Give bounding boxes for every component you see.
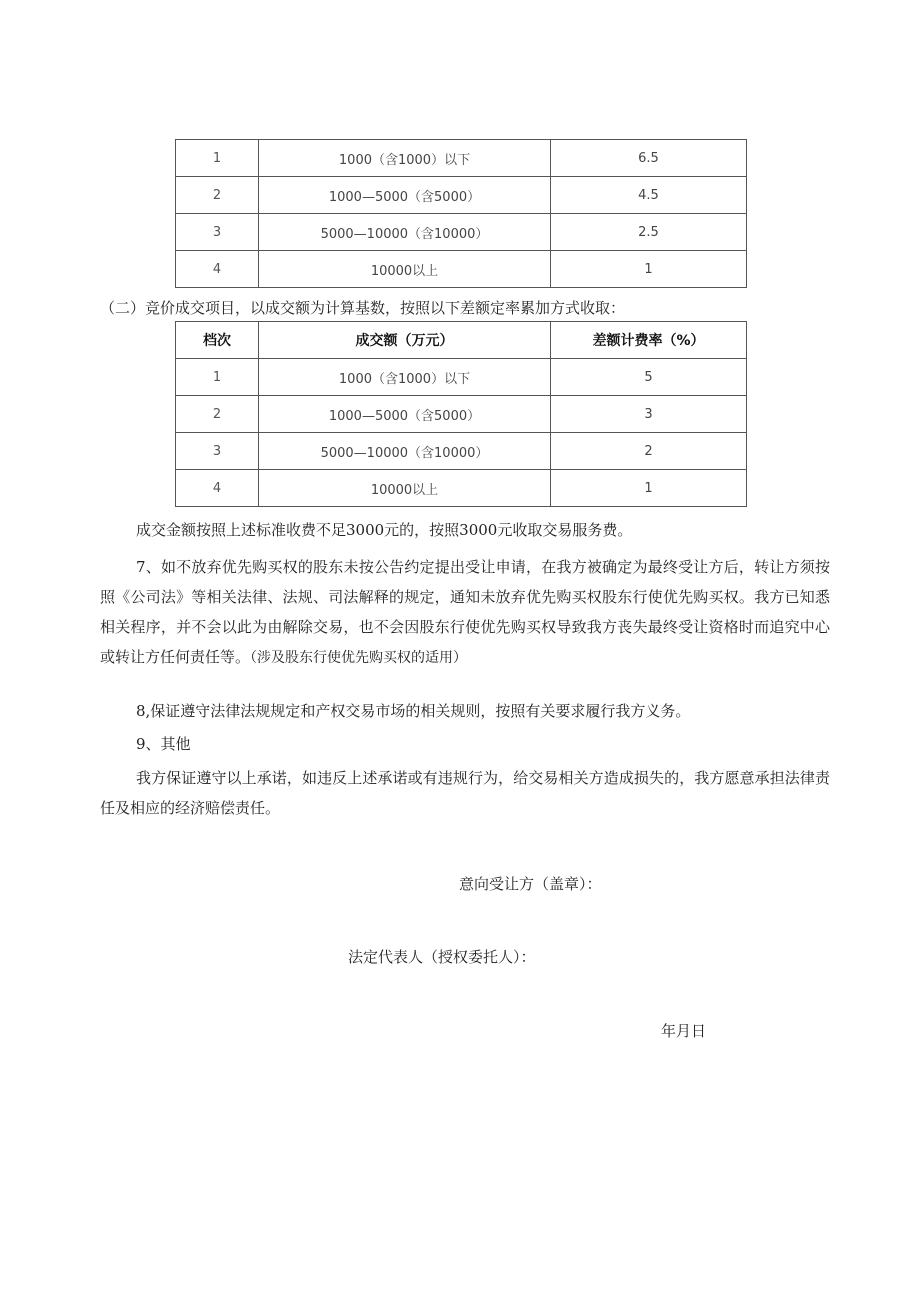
- clause-9: 9、其他: [136, 735, 191, 753]
- amount-cell: 1000—5000（含5000）: [259, 396, 551, 433]
- clause-7: [100, 552, 830, 673]
- section-2-heading: （二）竞价成交项目，以成交额为计算基数，按照以下差额定率累加方式收取：: [100, 299, 626, 317]
- clause-7-note: （涉及股东行使优先购买权的适用）: [250, 650, 468, 666]
- tier-cell: 1: [176, 359, 259, 396]
- rate-cell: 1: [551, 251, 747, 288]
- rate-cell: 6.5: [551, 140, 747, 177]
- min-fee-note: 成交金额按照上述标准收费不足3000元的，按照3000元收取交易服务费。: [136, 521, 633, 539]
- rate-cell: 2: [551, 433, 747, 470]
- tier-cell: 4: [176, 470, 259, 507]
- tier-cell: 2: [176, 177, 259, 214]
- legal-representative-line: 法定代表人（授权委托人）：: [348, 948, 536, 966]
- clause-8: 8,保证遵守法律法规规定和产权交易市场的相关规则，按照有关要求履行我方义务。: [136, 702, 691, 720]
- table-row: [176, 140, 747, 177]
- rate-cell: 2.5: [551, 214, 747, 251]
- commitment-paragraph: 我方保证遵守以上承诺，如违反上述承诺或有违规行为，给交易相关方造成损失的，我方愿意承担法律责任及相应的经济赔偿责任。: [100, 769, 830, 817]
- fee-table-1: [175, 139, 747, 288]
- table-row: [176, 214, 747, 251]
- transferee-seal-line: 意向受让方（盖章）：: [459, 875, 602, 893]
- tier-cell: 1: [176, 140, 259, 177]
- rate-cell: 5: [551, 359, 747, 396]
- rate-cell: 3: [551, 396, 747, 433]
- date-line: 年月日: [661, 1022, 707, 1040]
- tier-cell: 3: [176, 433, 259, 470]
- clause-7-text: 7、如不放弃优先购买权的股东未按公告约定提出受让申请，在我方被确定为最终受让方后，转让方须按照《公司法》等相关法律、法规、司法解释的规定，通知未放弃优先购买权股东行使优先购买权。我方已知悉相关程序，并不会以此为由解除交易，也不会因股东行使优先购买权导致我方丧失最终受让资格时而追究中心或转让方任何责任等。: [100, 558, 830, 666]
- tier-cell: 4: [176, 251, 259, 288]
- amount-cell: 1000（含1000）以下: [259, 140, 551, 177]
- table-row: [176, 359, 747, 396]
- table-header-row: [176, 322, 747, 359]
- tier-cell: 2: [176, 396, 259, 433]
- tier-cell: 3: [176, 214, 259, 251]
- table-row: [176, 396, 747, 433]
- amount-cell: 10000以上: [259, 251, 551, 288]
- rate-cell: 1: [551, 470, 747, 507]
- table-row: [176, 470, 747, 507]
- table-row: [176, 177, 747, 214]
- header-rate: 差额计费率（%）: [551, 322, 747, 359]
- header-amount: 成交额（万元）: [259, 322, 551, 359]
- fee-table-2: [175, 321, 747, 507]
- amount-cell: 5000—10000（含10000）: [259, 214, 551, 251]
- amount-cell: 1000（含1000）以下: [259, 359, 551, 396]
- amount-cell: 1000—5000（含5000）: [259, 177, 551, 214]
- table-row: [176, 433, 747, 470]
- rate-cell: 4.5: [551, 177, 747, 214]
- table-row: [176, 251, 747, 288]
- amount-cell: 10000以上: [259, 470, 551, 507]
- amount-cell: 5000—10000（含10000）: [259, 433, 551, 470]
- header-tier: 档次: [176, 322, 259, 359]
